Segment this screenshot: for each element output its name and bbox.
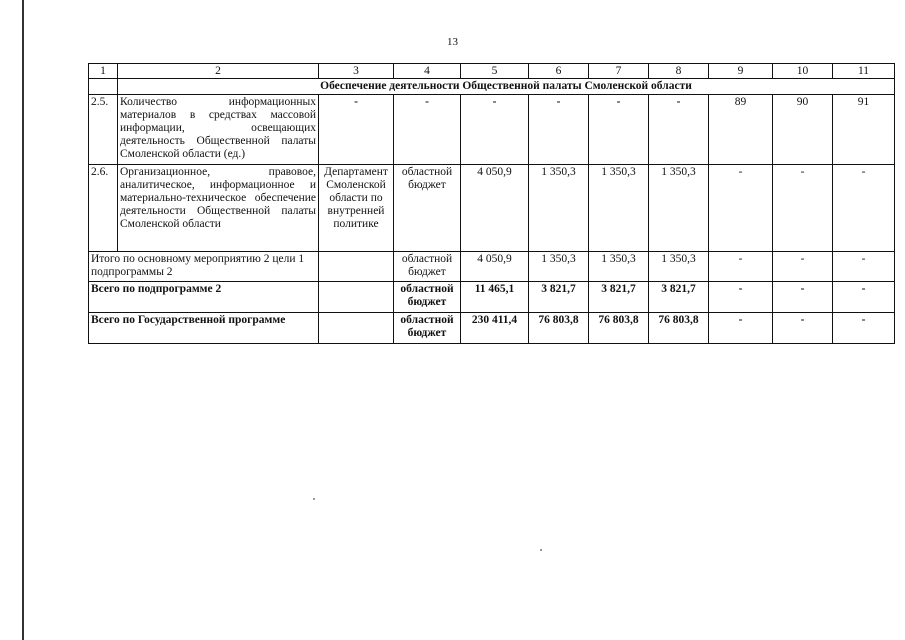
total-label: Всего по Государственной программе — [89, 313, 319, 344]
total-row — [89, 282, 895, 313]
scan-speck — [540, 549, 542, 551]
total-indicator3: - — [833, 282, 895, 313]
row-indicator2: - — [773, 165, 833, 252]
table-row — [89, 95, 895, 165]
total-indicator2: - — [773, 282, 833, 313]
total-executor — [319, 282, 394, 313]
scan-speck — [313, 498, 315, 500]
total-year1: 76 803,8 — [529, 313, 589, 344]
section-num-cell — [89, 79, 118, 95]
total-year1: 1 350,3 — [529, 252, 589, 282]
total-indicator2: - — [773, 252, 833, 282]
row-executor: Департамент Смоленской области по внутренней политике — [319, 165, 394, 252]
header-cell: 2 — [118, 64, 319, 79]
total-source: областной бюджет — [394, 252, 461, 282]
row-name: Организационное, правовое, аналитическое, информационное и материально-техническое обеспечение деятельности Общественной палаты Смоленской области — [118, 165, 319, 252]
total-indicator2: - — [773, 313, 833, 344]
row-year1: - — [529, 95, 589, 165]
row-year2: 1 350,3 — [589, 165, 649, 252]
total-year2: 76 803,8 — [589, 313, 649, 344]
total-indicator1: - — [709, 282, 773, 313]
row-source: - — [394, 95, 461, 165]
section-row — [89, 79, 895, 95]
row-year1: 1 350,3 — [529, 165, 589, 252]
page-left-border — [22, 0, 24, 640]
total-indicator3: - — [833, 252, 895, 282]
header-cell: 9 — [709, 64, 773, 79]
total-source: областной бюджет — [394, 313, 461, 344]
total-executor — [319, 252, 394, 282]
total-source: областной бюджет — [394, 282, 461, 313]
row-source: областной бюджет — [394, 165, 461, 252]
row-indicator1: 89 — [709, 95, 773, 165]
total-executor — [319, 313, 394, 344]
row-name: Количество информационных материалов в средствах массовой информации, освещающих деятельность Общественной палаты Смоленской области (ед.) — [118, 95, 319, 165]
total-label: Всего по подпрограмме 2 — [89, 282, 319, 313]
total-indicator1: - — [709, 252, 773, 282]
section-title: Обеспечение деятельности Общественной палаты Смоленской области — [118, 79, 895, 95]
total-year1: 3 821,7 — [529, 282, 589, 313]
row-total: - — [461, 95, 529, 165]
header-cell: 3 — [319, 64, 394, 79]
row-number: 2.5. — [89, 95, 118, 165]
total-total: 230 411,4 — [461, 313, 529, 344]
row-indicator1: - — [709, 165, 773, 252]
row-indicator3: 91 — [833, 95, 895, 165]
total-row — [89, 252, 895, 282]
header-cell: 5 — [461, 64, 529, 79]
header-cell: 11 — [833, 64, 895, 79]
row-total: 4 050,9 — [461, 165, 529, 252]
row-indicator2: 90 — [773, 95, 833, 165]
total-year3: 76 803,8 — [649, 313, 709, 344]
header-cell: 6 — [529, 64, 589, 79]
total-year2: 3 821,7 — [589, 282, 649, 313]
table-row — [89, 165, 895, 252]
row-year3: 1 350,3 — [649, 165, 709, 252]
row-year3: - — [649, 95, 709, 165]
header-cell: 7 — [589, 64, 649, 79]
total-indicator3: - — [833, 313, 895, 344]
total-year3: 3 821,7 — [649, 282, 709, 313]
total-row — [89, 313, 895, 344]
total-year3: 1 350,3 — [649, 252, 709, 282]
header-row — [89, 64, 895, 79]
program-table — [88, 63, 895, 344]
total-label: Итого по основному мероприятию 2 цели 1 подпрограммы 2 — [89, 252, 319, 282]
total-total: 11 465,1 — [461, 282, 529, 313]
row-year2: - — [589, 95, 649, 165]
header-cell: 10 — [773, 64, 833, 79]
header-cell: 1 — [89, 64, 118, 79]
header-cell: 8 — [649, 64, 709, 79]
row-number: 2.6. — [89, 165, 118, 252]
row-indicator3: - — [833, 165, 895, 252]
total-year2: 1 350,3 — [589, 252, 649, 282]
total-total: 4 050,9 — [461, 252, 529, 282]
total-indicator1: - — [709, 313, 773, 344]
page-number: 13 — [447, 36, 458, 48]
row-executor: - — [319, 95, 394, 165]
header-cell: 4 — [394, 64, 461, 79]
